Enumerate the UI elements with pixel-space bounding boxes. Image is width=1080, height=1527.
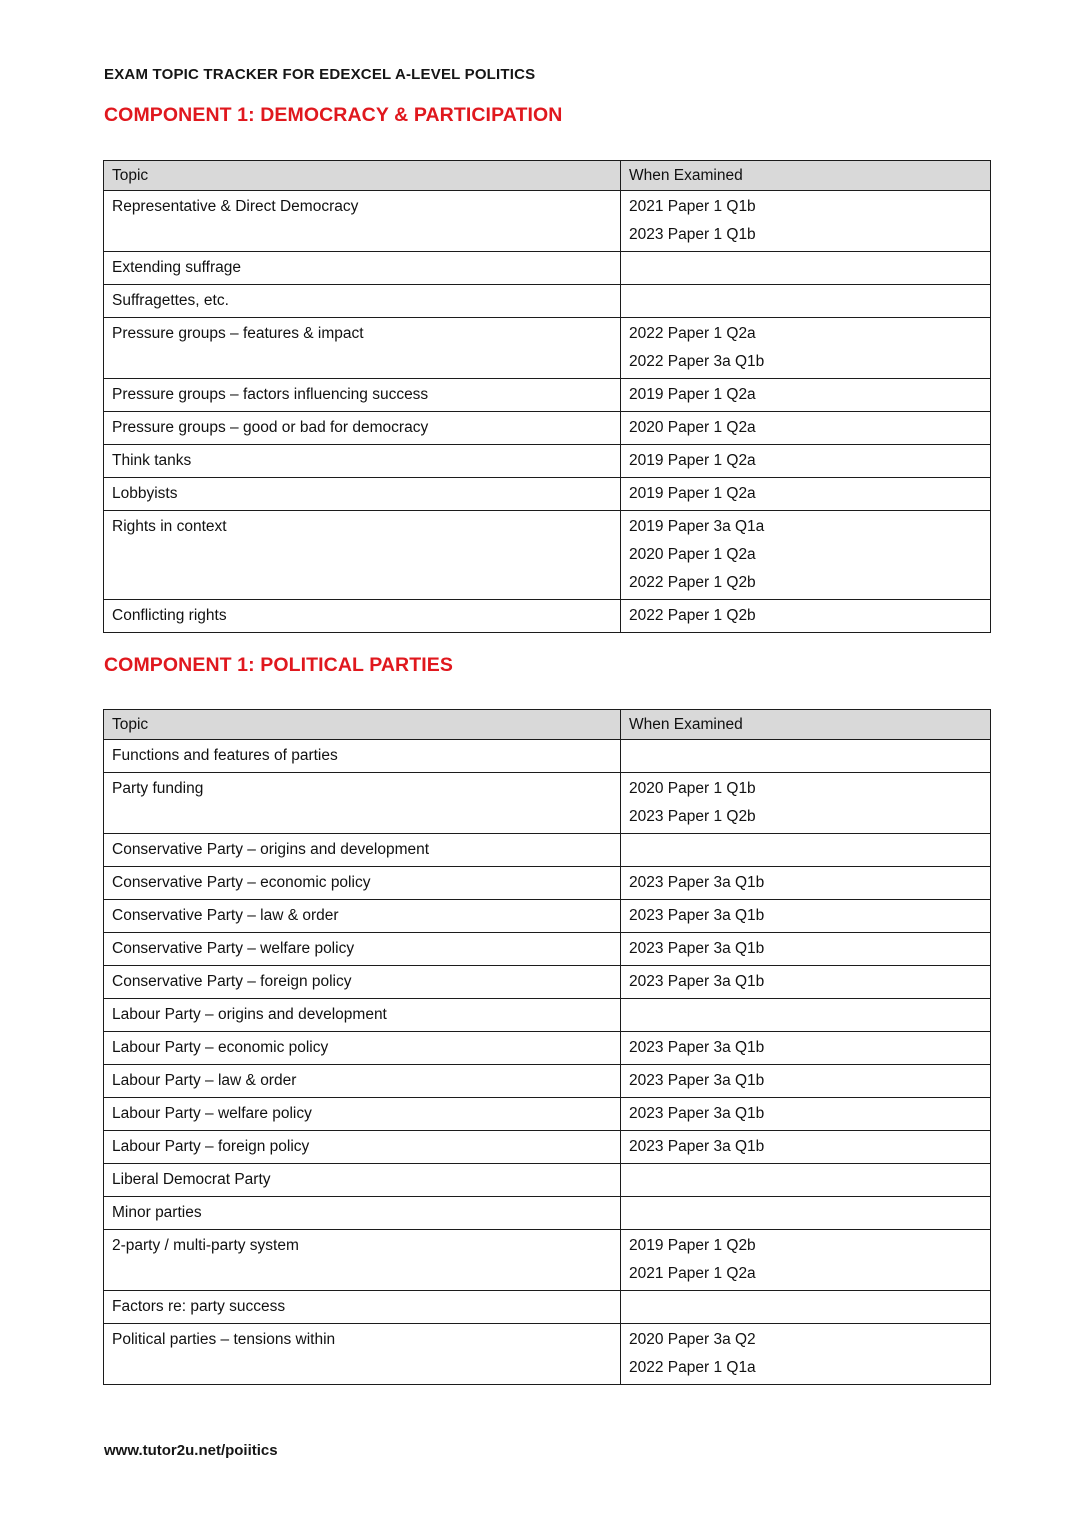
topic-cell: Lobbyists	[104, 478, 621, 511]
exam-reference: 2022 Paper 1 Q2b	[629, 607, 756, 624]
topic-table	[103, 709, 991, 1385]
topic-cell: Labour Party – welfare policy	[104, 1098, 621, 1131]
table-row	[104, 1131, 991, 1164]
exam-reference: 2023 Paper 3a Q1b	[629, 1039, 765, 1056]
exam-reference: 2021 Paper 1 Q1b	[629, 198, 756, 215]
exam-reference: 2019 Paper 1 Q2a	[629, 452, 756, 469]
table-row	[104, 933, 991, 966]
table-row	[104, 478, 991, 511]
exam-reference: 2023 Paper 1 Q2b	[629, 808, 756, 825]
when-examined-cell	[621, 834, 991, 867]
column-header-when-examined: When Examined	[621, 161, 991, 191]
topic-cell: Extending suffrage	[104, 252, 621, 285]
topic-cell: 2-party / multi-party system	[104, 1230, 621, 1291]
table-row	[104, 740, 991, 773]
when-examined-cell	[621, 1197, 991, 1230]
topic-cell: Political parties – tensions within	[104, 1324, 621, 1385]
exam-reference: 2022 Paper 3a Q1b	[629, 353, 765, 370]
table-row	[104, 191, 991, 252]
when-examined-cell	[621, 478, 991, 511]
exam-reference: 2019 Paper 1 Q2a	[629, 485, 756, 502]
table-row	[104, 1230, 991, 1291]
table-row	[104, 1324, 991, 1385]
topic-cell: Think tanks	[104, 445, 621, 478]
topic-cell: Labour Party – foreign policy	[104, 1131, 621, 1164]
when-examined-cell	[621, 999, 991, 1032]
exam-reference: 2019 Paper 1 Q2a	[629, 386, 756, 403]
when-examined-cell	[621, 900, 991, 933]
exam-reference: 2019 Paper 1 Q2b	[629, 1237, 756, 1254]
column-header-topic: Topic	[104, 161, 621, 191]
when-examined-cell	[621, 1032, 991, 1065]
exam-reference: 2021 Paper 1 Q2a	[629, 1265, 756, 1282]
exam-reference: 2023 Paper 3a Q1b	[629, 1105, 765, 1122]
topic-cell: Functions and features of parties	[104, 740, 621, 773]
when-examined-cell	[621, 966, 991, 999]
footer-url: www.tutor2u.net/poiitics	[104, 1442, 278, 1459]
topic-cell: Labour Party – law & order	[104, 1065, 621, 1098]
table-row	[104, 1291, 991, 1324]
exam-reference: 2020 Paper 1 Q2a	[629, 419, 756, 436]
table-row	[104, 1098, 991, 1131]
table-row	[104, 773, 991, 834]
table-row	[104, 867, 991, 900]
table-row	[104, 1164, 991, 1197]
when-examined-cell	[621, 1230, 991, 1291]
table-row	[104, 412, 991, 445]
when-examined-cell	[621, 740, 991, 773]
topic-cell: Factors re: party success	[104, 1291, 621, 1324]
topic-cell: Conservative Party – foreign policy	[104, 966, 621, 999]
exam-reference: 2022 Paper 1 Q1a	[629, 1359, 756, 1376]
exam-reference: 2019 Paper 3a Q1a	[629, 518, 765, 535]
table-row	[104, 445, 991, 478]
topic-cell: Labour Party – economic policy	[104, 1032, 621, 1065]
when-examined-cell	[621, 511, 991, 600]
when-examined-cell	[621, 252, 991, 285]
when-examined-cell	[621, 1164, 991, 1197]
topic-cell: Liberal Democrat Party	[104, 1164, 621, 1197]
table-header-row	[104, 161, 991, 191]
exam-reference: 2022 Paper 1 Q2a	[629, 325, 756, 342]
topic-cell: Conservative Party – economic policy	[104, 867, 621, 900]
when-examined-cell	[621, 1291, 991, 1324]
when-examined-cell	[621, 1065, 991, 1098]
exam-reference: 2023 Paper 3a Q1b	[629, 874, 765, 891]
topic-cell: Rights in context	[104, 511, 621, 600]
column-header-when-examined: When Examined	[621, 710, 991, 740]
table-row	[104, 1197, 991, 1230]
exam-reference: 2020 Paper 1 Q2a	[629, 546, 756, 563]
when-examined-cell	[621, 600, 991, 633]
table-row	[104, 511, 991, 600]
topic-cell: Labour Party – origins and development	[104, 999, 621, 1032]
table-row	[104, 1032, 991, 1065]
exam-reference: 2020 Paper 1 Q1b	[629, 780, 756, 797]
section-heading: COMPONENT 1: POLITICAL PARTIES	[104, 654, 453, 676]
topic-cell: Conservative Party – origins and development	[104, 834, 621, 867]
when-examined-cell	[621, 1098, 991, 1131]
table-row	[104, 318, 991, 379]
when-examined-cell	[621, 412, 991, 445]
exam-reference: 2023 Paper 3a Q1b	[629, 940, 765, 957]
table-row	[104, 600, 991, 633]
exam-reference: 2023 Paper 3a Q1b	[629, 1138, 765, 1155]
exam-reference: 2023 Paper 3a Q1b	[629, 973, 765, 990]
when-examined-cell	[621, 773, 991, 834]
topic-cell: Conservative Party – welfare policy	[104, 933, 621, 966]
table-row	[104, 834, 991, 867]
table-row	[104, 1065, 991, 1098]
table-header-row	[104, 710, 991, 740]
when-examined-cell	[621, 445, 991, 478]
table-row	[104, 252, 991, 285]
table-row	[104, 285, 991, 318]
when-examined-cell	[621, 379, 991, 412]
table-row	[104, 379, 991, 412]
topic-cell: Pressure groups – features & impact	[104, 318, 621, 379]
exam-reference: 2023 Paper 1 Q1b	[629, 226, 756, 243]
topic-cell: Party funding	[104, 773, 621, 834]
exam-reference: 2022 Paper 1 Q2b	[629, 574, 756, 591]
topic-cell: Suffragettes, etc.	[104, 285, 621, 318]
section-heading: COMPONENT 1: DEMOCRACY & PARTICIPATION	[104, 104, 563, 126]
topic-table	[103, 160, 991, 633]
exam-reference: 2023 Paper 3a Q1b	[629, 907, 765, 924]
column-header-topic: Topic	[104, 710, 621, 740]
when-examined-cell	[621, 867, 991, 900]
topic-cell: Conservative Party – law & order	[104, 900, 621, 933]
topic-cell: Minor parties	[104, 1197, 621, 1230]
when-examined-cell	[621, 933, 991, 966]
when-examined-cell	[621, 191, 991, 252]
when-examined-cell	[621, 318, 991, 379]
when-examined-cell	[621, 1324, 991, 1385]
exam-reference: 2023 Paper 3a Q1b	[629, 1072, 765, 1089]
when-examined-cell	[621, 1131, 991, 1164]
topic-cell: Conflicting rights	[104, 600, 621, 633]
document-title: EXAM TOPIC TRACKER FOR EDEXCEL A-LEVEL POLITICS	[104, 66, 536, 83]
topic-cell: Pressure groups – factors influencing success	[104, 379, 621, 412]
table-row	[104, 999, 991, 1032]
topic-cell: Pressure groups – good or bad for democracy	[104, 412, 621, 445]
exam-reference: 2020 Paper 3a Q2	[629, 1331, 756, 1348]
when-examined-cell	[621, 285, 991, 318]
table-row	[104, 966, 991, 999]
table-row	[104, 900, 991, 933]
topic-cell: Representative & Direct Democracy	[104, 191, 621, 252]
